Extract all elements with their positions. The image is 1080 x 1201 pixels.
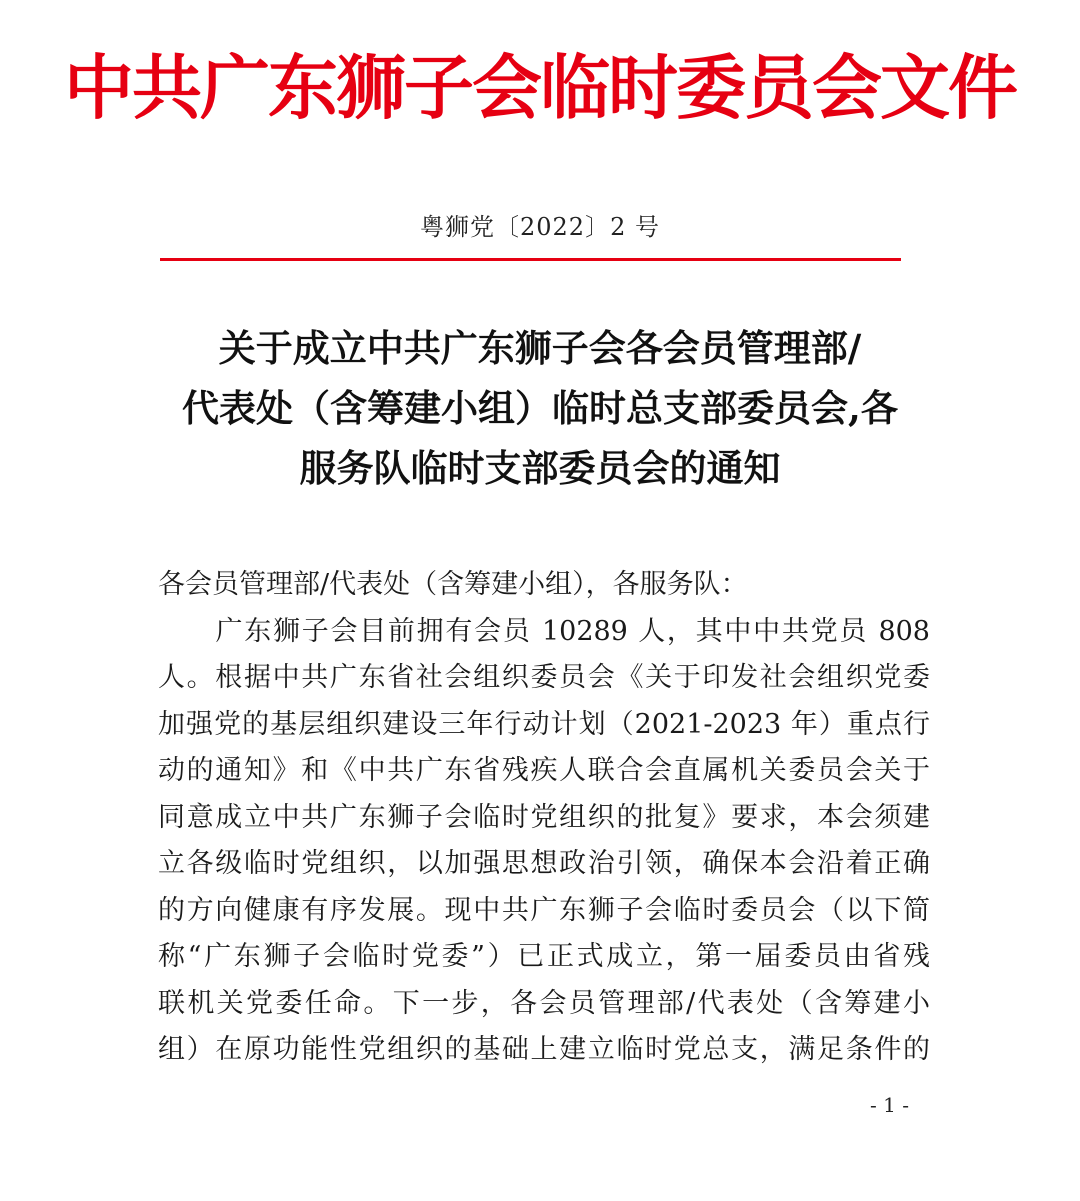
red-divider xyxy=(160,258,901,261)
body-line: 同意成立中共广东狮子会临时党组织的批复》要求，本会须建 xyxy=(158,801,930,833)
notice-body xyxy=(158,562,930,1074)
notice-title-line: 关于成立中共广东狮子会各会员管理部/ xyxy=(218,326,862,370)
body-line: 称“广东狮子会临时党委”）已正式成立，第一届委员由省残 xyxy=(158,941,930,972)
body-line: 动的通知》和《中共广东省残疾人联合会直属机关委员会关于 xyxy=(158,755,930,786)
body-line: 联机关党委任命。下一步，各会员管理部/代表处（含筹建小 xyxy=(158,987,930,1019)
notice-title xyxy=(150,318,930,498)
salutation-line: 各会员管理部/代表处（含筹建小组），各服务队： xyxy=(158,569,748,600)
notice-title-line: 代表处（含筹建小组）临时总支部委员会,各 xyxy=(182,386,898,430)
body-line: 的方向健康有序发展。现中共广东狮子会临时委员会（以下简 xyxy=(158,894,930,926)
masthead-title: 中共广东狮子会临时委员会文件 xyxy=(64,47,1016,129)
body-line: 广东狮子会目前拥有会员 10289 人，其中中共党员 808 xyxy=(158,615,930,647)
body-line: 人。根据中共广东省社会组织委员会《关于印发社会组织党委 xyxy=(158,662,930,693)
body-line: 加强党的基层组织建设三年行动计划（2021-2023 年）重点行 xyxy=(158,708,930,740)
page-number: - 1 - xyxy=(870,1093,909,1117)
document-number: 粤狮党〔2022〕2 号 xyxy=(420,213,660,241)
notice-title-line: 服务队临时支部委员会的通知 xyxy=(299,446,781,490)
body-line: 立各级临时党组织，以加强思想政治引领，确保本会沿着正确 xyxy=(158,848,930,879)
body-line: 组）在原功能性党组织的基础上建立临时党总支，满足条件的 xyxy=(158,1034,930,1065)
